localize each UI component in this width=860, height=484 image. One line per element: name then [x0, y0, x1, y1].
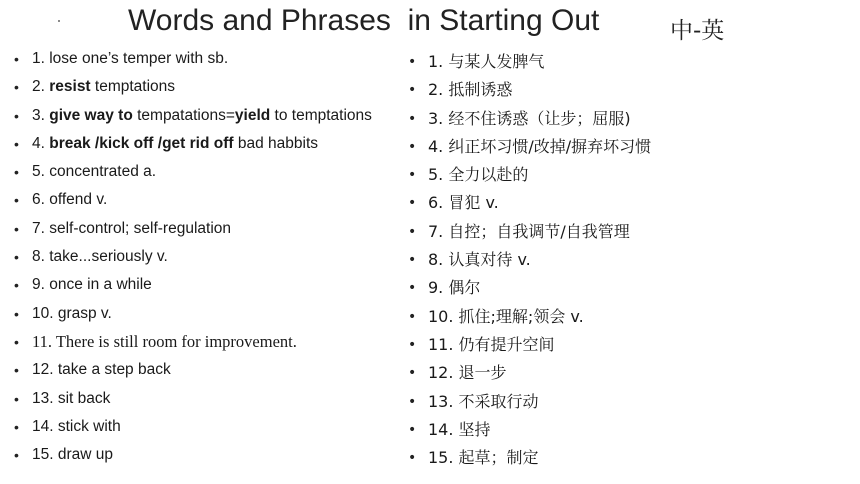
bullet-icon: •: [14, 249, 19, 266]
bullet-icon: •: [14, 220, 19, 237]
translation-text: 15. 起草；制定: [428, 448, 539, 468]
bullet-icon: •: [408, 223, 417, 240]
bullet-icon: •: [14, 333, 19, 350]
translation-text: 5. 全力以赴的: [428, 165, 529, 185]
translation-text: 13. 不采取行动: [428, 391, 539, 411]
translation-text: 8. 认真对待 v.: [428, 250, 531, 270]
bullet-icon: •: [408, 110, 417, 127]
bullet-icon: •: [408, 280, 417, 297]
phrase-text: 13. sit back: [32, 389, 111, 407]
bullet-icon: •: [14, 164, 19, 181]
stray-dot: [58, 20, 60, 22]
phrase-text: 6. offend v.: [32, 191, 108, 209]
translation-text: 12. 退一步: [428, 363, 507, 383]
bullet-icon: •: [408, 82, 417, 99]
translation-text: 14. 坚持: [428, 419, 491, 439]
bullet-icon: •: [408, 54, 417, 70]
phrase-text: 3. give way to tempatations=yield to temptations: [32, 106, 372, 124]
translation-text: 4. 纠正坏习惯/改掉/摒弃坏习惯: [428, 136, 652, 156]
phrase-text: 9. once in a while: [32, 276, 152, 294]
bullet-icon: •: [14, 79, 19, 96]
phrase-text: 11. There is still room for improvement.: [32, 331, 297, 351]
bullet-icon: •: [408, 393, 417, 410]
phrase-text: 4. break /kick off /get rid off bad habbits: [32, 134, 319, 152]
bullet-icon: •: [14, 305, 19, 322]
phrase-text: 8. take...seriously v.: [32, 248, 168, 266]
translation-text: 11. 仍有提升空间: [428, 334, 555, 354]
bullet-icon: •: [408, 365, 417, 382]
translation-text: 6. 冒犯 v.: [428, 193, 499, 213]
bullet-icon: •: [408, 252, 417, 269]
language-tag: 中-英: [670, 18, 725, 44]
phrase-text: 1. lose one’s temper with sb.: [32, 50, 229, 67]
phrase-text: 2. resist temptations: [32, 78, 176, 96]
phrase-text: 5. concentrated a.: [32, 163, 157, 181]
bullet-icon: •: [408, 336, 417, 353]
bullet-icon: •: [14, 192, 19, 209]
translation-text: 10. 抓住;理解;领会 v.: [428, 306, 584, 326]
slide-title: Words and Phrases in Starting Out: [128, 4, 600, 37]
bullet-icon: •: [408, 450, 417, 467]
phrase-text: 7. self-control; self-regulation: [32, 219, 232, 237]
bullet-icon: •: [14, 107, 19, 124]
bullet-icon: •: [408, 308, 417, 325]
translation-text: 3. 经不住诱惑（让步；屈服): [428, 108, 631, 128]
bullet-icon: •: [14, 362, 19, 379]
phrase-text: 12. take a step back: [32, 361, 171, 379]
phrase-text: 14. stick with: [32, 417, 121, 435]
translation-text: 1. 与某人发脾气: [428, 52, 545, 71]
bullet-icon: •: [408, 138, 417, 155]
translation-text: 9. 偶尔: [428, 278, 481, 298]
translation-text: 2. 抵制诱惑: [428, 80, 513, 100]
bullet-icon: •: [14, 277, 19, 294]
bullet-icon: •: [14, 447, 19, 464]
bullet-icon: •: [14, 418, 19, 435]
phrase-text: 10. grasp v.: [32, 304, 112, 322]
translation-text: 7. 自控；自我调节/自我管理: [428, 221, 630, 241]
bullet-icon: •: [14, 390, 19, 407]
bullet-icon: •: [408, 167, 417, 184]
phrase-text: 15. draw up: [32, 446, 113, 464]
bullet-icon: •: [408, 195, 417, 212]
bullet-icon: •: [14, 51, 19, 67]
bullet-icon: •: [14, 135, 19, 152]
bullet-icon: •: [408, 421, 417, 438]
